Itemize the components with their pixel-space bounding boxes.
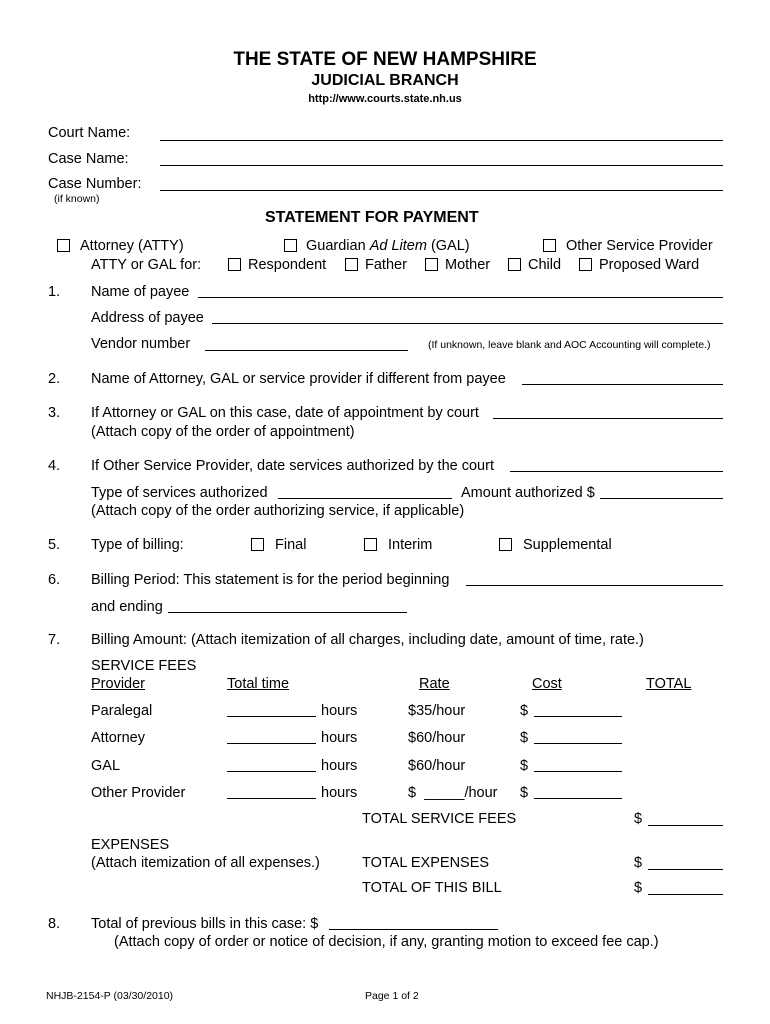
attorney-label: Attorney (ATTY) bbox=[80, 238, 184, 254]
header-total: TOTAL bbox=[646, 676, 692, 692]
row-paralegal-cost-field[interactable] bbox=[534, 716, 622, 717]
court-name-field[interactable] bbox=[160, 140, 723, 141]
period-ending-field[interactable] bbox=[168, 612, 407, 613]
item-8-number: 8. bbox=[48, 916, 61, 932]
total-bill-label: TOTAL OF THIS BILL bbox=[362, 880, 502, 896]
vendor-number-field[interactable] bbox=[205, 350, 408, 351]
item-3-label: If Attorney or GAL on this case, date of appointment by court bbox=[91, 405, 479, 421]
father-checkbox[interactable] bbox=[345, 258, 358, 271]
header-provider: Provider bbox=[91, 676, 145, 692]
case-number-label: Case Number: bbox=[48, 176, 142, 192]
payee-address-label: Address of payee bbox=[91, 310, 204, 326]
row-attorney-time-field[interactable] bbox=[227, 743, 316, 744]
item-5-number: 5. bbox=[48, 537, 61, 553]
total-expenses-field[interactable] bbox=[648, 869, 723, 870]
supplemental-checkbox[interactable] bbox=[499, 538, 512, 551]
item-4-note: (Attach copy of the order authorizing service, if applicable) bbox=[91, 503, 465, 519]
final-label: Final bbox=[275, 537, 307, 553]
row-other-time-field[interactable] bbox=[227, 798, 316, 799]
row-paralegal-time-field[interactable] bbox=[227, 716, 316, 717]
period-beginning-field[interactable] bbox=[466, 585, 723, 586]
mother-checkbox[interactable] bbox=[425, 258, 438, 271]
item-6-number: 6. bbox=[48, 572, 61, 588]
total-expenses-dollar: $ bbox=[634, 855, 643, 871]
row-attorney-provider: Attorney bbox=[91, 730, 145, 746]
row-gal-cost-field[interactable] bbox=[534, 771, 622, 772]
if-known-note: (if known) bbox=[54, 193, 100, 205]
row-other-dollar: $ bbox=[520, 785, 529, 801]
row-paralegal-dollar: $ bbox=[520, 703, 529, 719]
row-attorney-hours: hours bbox=[321, 730, 358, 746]
item-1-number: 1. bbox=[48, 284, 61, 300]
services-authorized-date-field[interactable] bbox=[510, 471, 723, 472]
page-subtitle: JUDICIAL BRANCH bbox=[311, 72, 459, 89]
item-8-note: (Attach copy of order or notice of decision, if any, granting motion to exceed fee cap.) bbox=[114, 934, 659, 950]
page-number: Page 1 of 2 bbox=[365, 990, 419, 1002]
row-attorney-rate: $60/hour bbox=[408, 730, 466, 746]
total-bill-field[interactable] bbox=[648, 894, 723, 895]
row-other-rate: $ _____/hour bbox=[408, 785, 498, 801]
type-services-field[interactable] bbox=[278, 498, 452, 499]
respondent-checkbox[interactable] bbox=[228, 258, 241, 271]
row-gal-provider: GAL bbox=[91, 758, 121, 774]
row-gal-hours: hours bbox=[321, 758, 358, 774]
payee-name-label: Name of payee bbox=[91, 284, 190, 300]
row-other-cost-field[interactable] bbox=[534, 798, 622, 799]
item-3-number: 3. bbox=[48, 405, 61, 421]
item-4-number: 4. bbox=[48, 458, 61, 474]
header-rate: Rate bbox=[419, 676, 450, 692]
total-expenses-label: TOTAL EXPENSES bbox=[362, 855, 490, 871]
atty-gal-for-label: ATTY or GAL for: bbox=[91, 257, 202, 273]
vendor-number-label: Vendor number bbox=[91, 336, 191, 352]
amount-authorized-field[interactable] bbox=[600, 498, 723, 499]
row-paralegal-rate: $35/hour bbox=[408, 703, 466, 719]
respondent-label: Respondent bbox=[248, 257, 327, 273]
service-fees-heading: SERVICE FEES bbox=[91, 658, 197, 674]
amount-authorized-label: Amount authorized $ bbox=[461, 485, 595, 501]
proposed-ward-label: Proposed Ward bbox=[599, 257, 700, 273]
billing-amount-label: Billing Amount: (Attach itemization of all charges, including date, amount of time, rate.) bbox=[91, 632, 644, 648]
row-attorney-dollar: $ bbox=[520, 730, 529, 746]
item-4-label: If Other Service Provider, date services authorized by the court bbox=[91, 458, 494, 474]
child-label: Child bbox=[528, 257, 562, 273]
and-ending-label: and ending bbox=[91, 599, 163, 615]
item-3-note: (Attach copy of the order of appointment) bbox=[91, 424, 355, 440]
payee-name-field[interactable] bbox=[198, 297, 723, 298]
item-2-number: 2. bbox=[48, 371, 61, 387]
page-title: THE STATE OF NEW HAMPSHIRE bbox=[233, 49, 537, 70]
row-other-hours: hours bbox=[321, 785, 358, 801]
row-paralegal-hours: hours bbox=[321, 703, 358, 719]
billing-period-label: Billing Period: This statement is for the period beginning bbox=[91, 572, 450, 588]
appointment-date-field[interactable] bbox=[493, 418, 723, 419]
form-title: STATEMENT FOR PAYMENT bbox=[265, 209, 479, 226]
header-cost: Cost bbox=[532, 676, 562, 692]
vendor-note: (If unknown, leave blank and AOC Accounting will complete.) bbox=[428, 339, 711, 351]
supplemental-label: Supplemental bbox=[523, 537, 612, 553]
total-service-fees-label: TOTAL SERVICE FEES bbox=[362, 811, 517, 827]
total-bill-dollar: $ bbox=[634, 880, 643, 896]
row-gal-dollar: $ bbox=[520, 758, 529, 774]
form-id: NHJB-2154-P (03/30/2010) bbox=[46, 990, 174, 1002]
item-2-label: Name of Attorney, GAL or service provider if different from payee bbox=[91, 371, 506, 387]
child-checkbox[interactable] bbox=[508, 258, 521, 271]
header-total-time: Total time bbox=[227, 676, 290, 692]
mother-label: Mother bbox=[445, 257, 491, 273]
case-name-label: Case Name: bbox=[48, 151, 129, 167]
other-provider-checkbox[interactable] bbox=[543, 239, 556, 252]
row-paralegal-provider: Paralegal bbox=[91, 703, 153, 719]
proposed-ward-checkbox[interactable] bbox=[579, 258, 592, 271]
attorney-checkbox[interactable] bbox=[57, 239, 70, 252]
final-checkbox[interactable] bbox=[251, 538, 264, 551]
expenses-note: (Attach itemization of all expenses.) bbox=[91, 855, 320, 871]
father-label: Father bbox=[365, 257, 407, 273]
item-7-number: 7. bbox=[48, 632, 61, 648]
row-gal-time-field[interactable] bbox=[227, 771, 316, 772]
interim-checkbox[interactable] bbox=[364, 538, 377, 551]
guardian-label: Guardian Ad Litem (GAL) bbox=[306, 238, 470, 254]
row-attorney-cost-field[interactable] bbox=[534, 743, 622, 744]
row-other-provider: Other Provider bbox=[91, 785, 186, 801]
total-service-fees-field[interactable] bbox=[648, 825, 723, 826]
court-name-label: Court Name: bbox=[48, 125, 131, 141]
total-service-fees-dollar: $ bbox=[634, 811, 643, 827]
guardian-checkbox[interactable] bbox=[284, 239, 297, 252]
case-name-field[interactable] bbox=[160, 165, 723, 166]
type-billing-label: Type of billing: bbox=[91, 537, 184, 553]
court-url: http://www.courts.state.nh.us bbox=[308, 93, 462, 105]
other-provider-label: Other Service Provider bbox=[566, 238, 713, 254]
interim-label: Interim bbox=[388, 537, 433, 553]
item-2-field[interactable] bbox=[522, 384, 723, 385]
previous-bills-field[interactable] bbox=[329, 929, 498, 930]
item-8-label: Total of previous bills in this case: $ bbox=[91, 916, 319, 932]
case-number-field[interactable] bbox=[160, 190, 723, 191]
type-services-label: Type of services authorized bbox=[91, 485, 268, 501]
payee-address-field[interactable] bbox=[212, 323, 723, 324]
expenses-heading: EXPENSES bbox=[91, 837, 170, 853]
row-gal-rate: $60/hour bbox=[408, 758, 466, 774]
